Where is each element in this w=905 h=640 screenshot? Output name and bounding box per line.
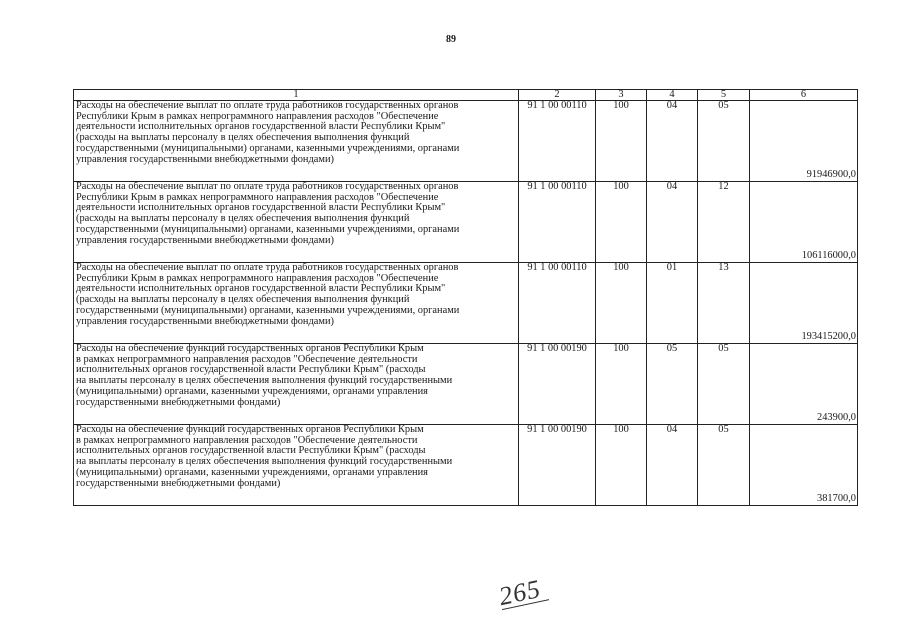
amount-value: 91946900,0	[750, 101, 858, 182]
description-line: (муниципальными) органами, казенными учреждениями, органами управления	[76, 385, 428, 397]
section-code: 04	[647, 182, 698, 263]
table-row	[74, 101, 858, 182]
expense-description	[74, 263, 519, 344]
section-code: 04	[647, 425, 698, 506]
expense-description	[74, 182, 519, 263]
section-code: 01	[647, 263, 698, 344]
table-header-row	[74, 90, 858, 101]
target-article-code: 91 1 00 00190	[519, 425, 596, 506]
subsection-code: 05	[698, 344, 750, 425]
description-line: (расходы на выплаты персоналу в целях обеспечения выполнения функций	[76, 294, 410, 306]
description-line: (расходы на выплаты персоналу в целях обеспечения выполнения функций	[76, 132, 410, 144]
amount-value: 243900,0	[750, 344, 858, 425]
section-code: 05	[647, 344, 698, 425]
column-header: 4	[647, 90, 698, 101]
description-line: управления государственными внебюджетными фондами)	[76, 315, 334, 327]
table-row	[74, 182, 858, 263]
description-line: государственными (муниципальными) органами, казенными учреждениями, органами	[76, 142, 460, 154]
description-line: (муниципальными) органами, казенными учреждениями, органами управления	[76, 466, 428, 478]
description-line: управления государственными внебюджетными фондами)	[76, 153, 334, 165]
budget-table	[73, 89, 858, 506]
section-code: 04	[647, 101, 698, 182]
description-line: на выплаты персоналу в целях обеспечения выполнения функций государственными	[76, 375, 453, 387]
page-number: 89	[446, 34, 456, 45]
expense-type-code: 100	[596, 182, 647, 263]
expense-type-code: 100	[596, 425, 647, 506]
description-line: Республики Крым в рамках непрограммного направления расходов "Обеспечение	[76, 191, 439, 203]
handwritten-page-note: 265	[496, 573, 544, 612]
amount-value: 106116000,0	[750, 182, 858, 263]
description-line: на выплаты персоналу в целях обеспечения выполнения функций государственными	[76, 456, 453, 468]
description-line: Республики Крым в рамках непрограммного направления расходов "Обеспечение	[76, 272, 439, 284]
subsection-code: 05	[698, 101, 750, 182]
expense-description	[74, 344, 519, 425]
description-line: Расходы на обеспечение функций государственных органов Республики Крым	[76, 424, 424, 435]
description-line: государственными внебюджетными фондами)	[76, 396, 281, 408]
subsection-code: 13	[698, 263, 750, 344]
target-article-code: 91 1 00 00190	[519, 344, 596, 425]
target-article-code: 91 1 00 00110	[519, 263, 596, 344]
description-line: (расходы на выплаты персоналу в целях обеспечения выполнения функций	[76, 213, 410, 225]
description-line: исполнительных органов государственной власти Республики Крым" (расходы	[76, 445, 426, 457]
expense-type-code: 100	[596, 101, 647, 182]
description-line: управления государственными внебюджетными фондами)	[76, 234, 334, 246]
subsection-code: 12	[698, 182, 750, 263]
description-line: государственными (муниципальными) органами, казенными учреждениями, органами	[76, 304, 460, 316]
description-line: Расходы на обеспечение функций государственных органов Республики Крым	[76, 343, 424, 354]
table-row	[74, 425, 858, 506]
expense-type-code: 100	[596, 263, 647, 344]
description-line: исполнительных органов государственной власти Республики Крым" (расходы	[76, 364, 426, 376]
expense-type-code: 100	[596, 344, 647, 425]
column-header: 6	[750, 90, 858, 101]
table-row	[74, 263, 858, 344]
amount-value: 193415200,0	[750, 263, 858, 344]
table-row	[74, 344, 858, 425]
description-line: Республики Крым в рамках непрограммного направления расходов "Обеспечение	[76, 110, 439, 122]
description-line: государственными (муниципальными) органами, казенными учреждениями, органами	[76, 223, 460, 235]
description-line: Расходы на обеспечение выплат по оплате труда работников государственных органов	[76, 181, 459, 192]
expense-description	[74, 425, 519, 506]
description-line: Расходы на обеспечение выплат по оплате труда работников государственных органов	[76, 262, 459, 273]
expense-description	[74, 101, 519, 182]
target-article-code: 91 1 00 00110	[519, 182, 596, 263]
description-line: в рамках непрограммного направления расходов "Обеспечение деятельности	[76, 353, 418, 365]
description-line: государственными внебюджетными фондами)	[76, 477, 281, 489]
description-line: в рамках непрограммного направления расходов "Обеспечение деятельности	[76, 434, 418, 446]
description-line: Расходы на обеспечение выплат по оплате труда работников государственных органов	[76, 100, 459, 111]
amount-value: 381700,0	[750, 425, 858, 506]
description-line: деятельности исполнительных органов государственной власти Республики Крым"	[76, 202, 446, 214]
target-article-code: 91 1 00 00110	[519, 101, 596, 182]
description-line: деятельности исполнительных органов государственной власти Республики Крым"	[76, 121, 446, 133]
subsection-code: 05	[698, 425, 750, 506]
column-header: 3	[596, 90, 647, 101]
description-line: деятельности исполнительных органов государственной власти Республики Крым"	[76, 283, 446, 295]
column-header: 2	[519, 90, 596, 101]
column-header: 1	[74, 90, 519, 101]
column-header: 5	[698, 90, 750, 101]
